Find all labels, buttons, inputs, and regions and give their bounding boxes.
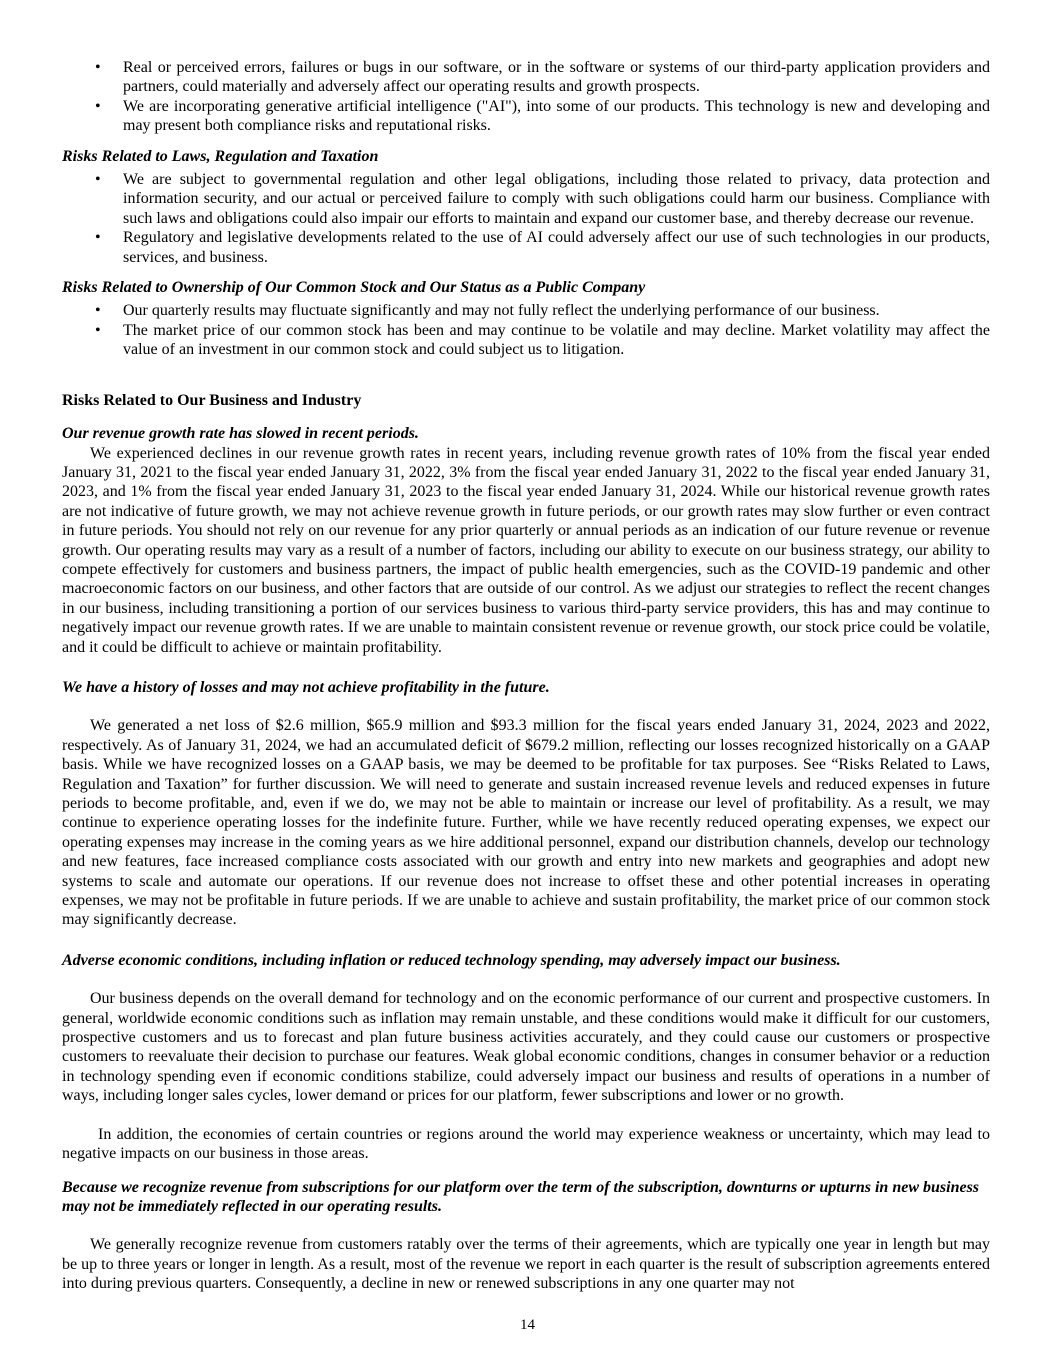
heading-risks-laws-regulation-taxation: Risks Related to Laws, Regulation and Taxation [62,147,379,165]
bullet-list-ownership [62,301,990,359]
heading-history-of-losses: We have a history of losses and may not achieve profitability in the future. [62,678,550,696]
bullet-text: Real or perceived errors, failures or bugs in our software, or in the software or systems of our third-party application providers and partners, could materially and adversely affect our operating results and growth prospects. [123,59,990,96]
bullet-marker: • [95,97,101,115]
bullet-text: The market price of our common stock has been and may continue to be volatile and may decline. Market volatility may affect the value of an investment in our common stock and could subject us to litigation. [123,321,990,359]
heading-risks-business-industry: Risks Related to Our Business and Industry [62,391,362,409]
list-item [62,58,990,97]
bullet-list-top [62,58,990,136]
heading-risks-ownership-common-stock: Risks Related to Ownership of Our Common Stock and Our Status as a Public Company [62,279,646,297]
paragraph-revenue-growth: We experienced declines in our revenue growth rates in recent years, including revenue growth rates of 10% from the fiscal year ended January 31, 2021 to the fiscal year ended January 31, 2022, 3% from the fiscal year ended January 31, 2022 to the fiscal year ended January 31, 2023, and 1% from the fiscal year ended January 31, 2023 to the fiscal year ended January 31, 2024. While our historical revenue growth rates are not indicative of future growth, we may not achieve revenue growth in future periods, or our growth rates may slow further or even contract in future periods. You should not rely on our revenue for any prior quarterly or annual periods as an indication of our future revenue or revenue growth. Our operating results may vary as a result of a number of factors, including our ability to execute on our business strategy, our ability to compete effectively for customers and business partners, the impact of public health emergencies, such as the COVID-19 pandemic and other macroeconomic factors on our business, and other factors that are outside of our control. As we adjust our strategies to reflect the recent changes in our business, including transitioning a portion of our services business to various third-party service providers, this has and may continue to negatively impact our revenue growth rates. If we are unable to maintain consistent revenue or revenue growth, our stock price could be volatile, and it could be difficult to achieve or maintain profitability. [62,444,990,656]
heading-revenue-growth-slowed: Our revenue growth rate has slowed in recent periods. [62,425,419,443]
bullet-text: We are subject to governmental regulation and other legal obligations, including those related to privacy, data protection and information security, and our actual or perceived failure to comply with such obligations could harm our business. Compliance with such laws and obligations could also impair our efforts to maintain and expand our customer base, and thereby decrease our revenue. [123,171,990,227]
paragraph-adverse-economic-2: In addition, the economies of certain countries or regions around the world may experience weakness or uncertainty, which may lead to negative impacts on our business in those areas. [62,1125,990,1163]
bullet-text: Regulatory and legislative developments related to the use of AI could adversely affect our use of such technologies in our products, services, and business. [123,229,990,266]
bullet-marker: • [95,171,101,189]
bullet-list-laws [62,170,990,267]
bullet-marker: • [95,321,101,339]
bullet-text: Our quarterly results may fluctuate significantly and may not fully reflect the underlying performance of our business. [123,302,880,320]
list-item [62,301,990,320]
list-item [62,228,990,267]
paragraph-adverse-economic-1: Our business depends on the overall demand for technology and on the economic performance of our current and prospective customers. In general, worldwide economic conditions such as inflation may remain unstable, and these conditions would make it difficult for our customers, prospective customers and us to forecast and plan future business activities accurately, and they could cause our customers or prospective customers to reevaluate their decision to purchase our features. Weak global economic conditions, changes in consumer behavior or a reduction in technology spending even if economic conditions stabilize, could adversely impact our business and results of operations in a number of ways, including longer sales cycles, lower demand or prices for our platform, fewer subscriptions and lower or no growth. [62,990,990,1105]
bullet-marker: • [95,59,101,76]
list-item [62,170,990,228]
paragraph-history-of-losses: We generated a net loss of $2.6 million, $65.9 million and $93.3 million for the fiscal years ended January 31, 2024, 2023 and 2022, respectively. As of January 31, 2024, we had an accumulated deficit of $679.2 million, reflecting our losses recognized historically on a GAAP basis. While we have recognized losses on a GAAP basis, we may be deemed to be profitable for tax purposes. See “Risks Related to Laws, Regulation and Taxation” for further discussion. We will need to generate and sustain increased revenue levels and reduced expenses in future periods to become profitable, and, even if we do, we may not be able to maintain or increase our level of profitability. As a result, we may continue to experience operating losses for the indefinite future. Further, while we have recently reduced operating expenses, we expect our operating expenses may increase in the coming years as we hire additional personnel, expand our distribution channels, develop our technology and new features, face increased compliance costs associated with our growth and entry into new markets and geographies and adopt new systems to scale and automate our operations. If our revenue does not increase to offset these and other potential increases in operating expenses, we may not be profitable in future periods. If we are unable to achieve and sustain profitability, the market price of our common stock may significantly decrease. [62,717,990,929]
bullet-text: We are incorporating generative artificial intelligence ("AI"), into some of our products. This technology is new and developing and may present both compliance risks and reputational risks. [123,97,990,135]
bullet-marker: • [95,302,101,320]
bullet-marker: • [95,229,101,247]
heading-subscription-revenue-recognition: Because we recognize revenue from subscriptions for our platform over the term of the subscription, downturns or upturns in new business may not be immediately reflected in our operating results. [62,1178,980,1215]
list-item [62,321,990,360]
paragraph-subscription-revenue: We generally recognize revenue from customers ratably over the terms of their agreements, which are typically one year in length but may be up to three years or longer in length. As a result, most of the revenue we report in each quarter is the result of subscription agreements entered into during previous quarters. Consequently, a decline in new or renewed subscriptions in any one quarter may not [62,1236,990,1293]
heading-adverse-economic-conditions: Adverse economic conditions, including inflation or reduced technology spending, may adversely impact our business. [62,951,841,969]
page-number: 14 [520,1317,535,1333]
list-item [62,97,990,136]
